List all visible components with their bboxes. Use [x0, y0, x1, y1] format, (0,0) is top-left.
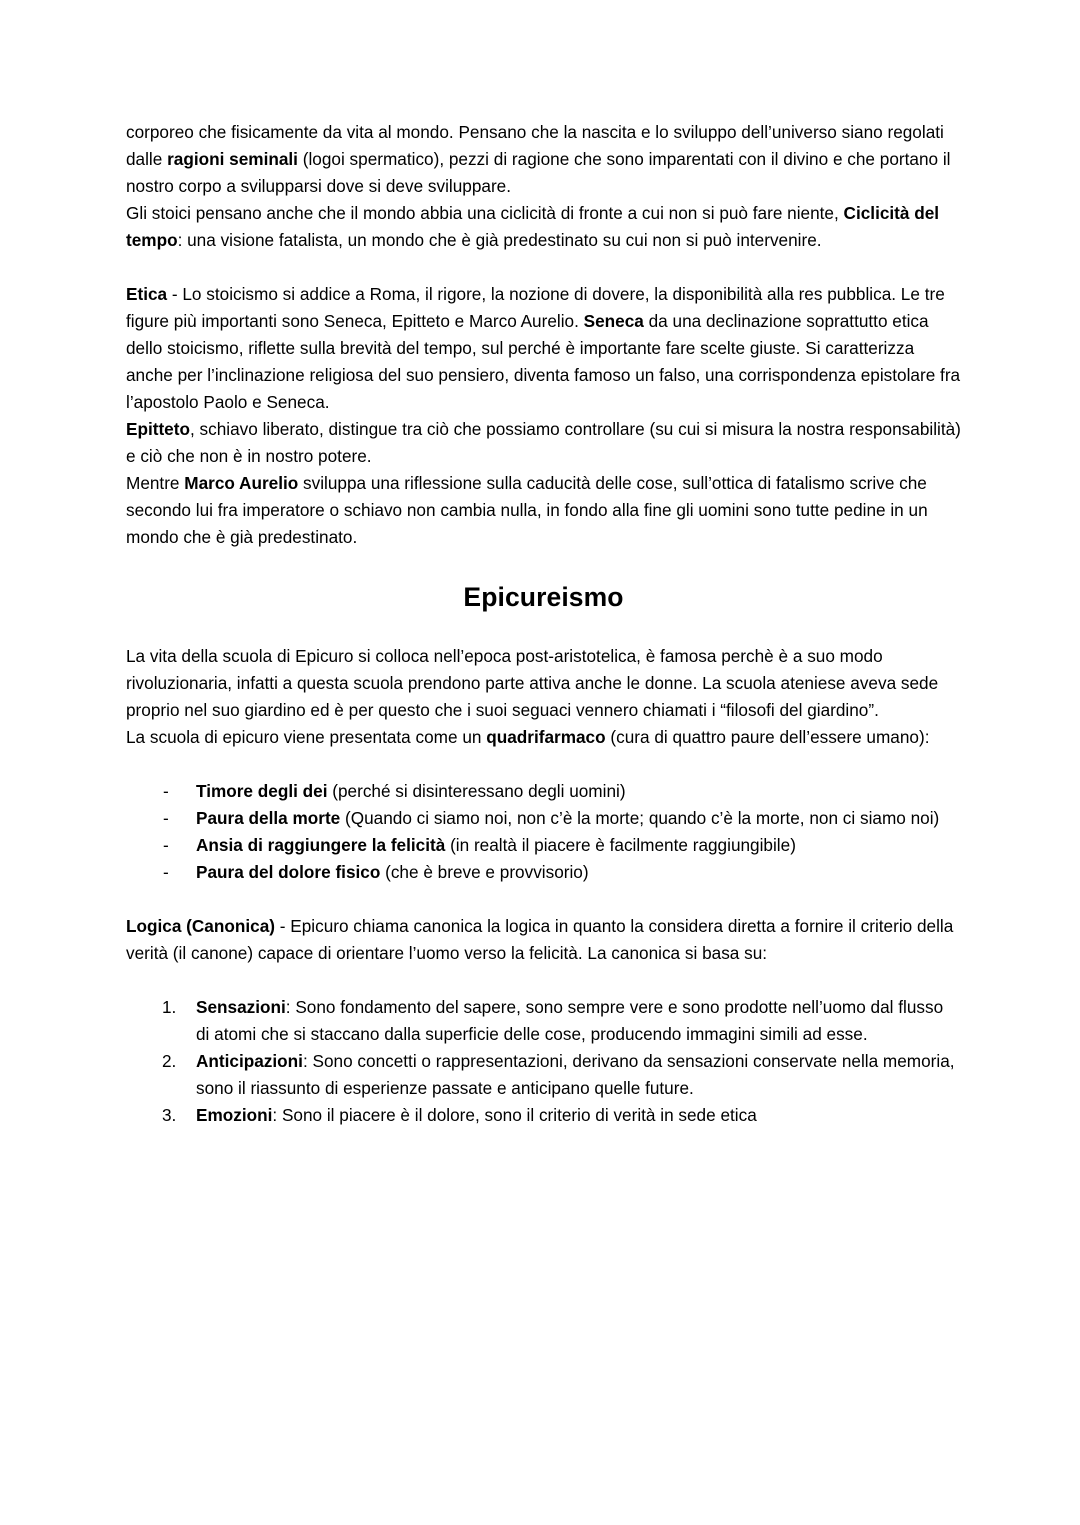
list-item — [126, 994, 961, 1048]
list-item-term: Anticipazioni — [196, 1051, 303, 1071]
paragraph-logica-intro — [126, 913, 961, 967]
paragraph-stoicism-cosmology — [126, 119, 961, 200]
page-title-epicureismo: Epicureismo — [463, 582, 624, 612]
list-item-text: : Sono il piacere è il dolore, sono il criterio di verità in sede etica — [272, 1105, 757, 1125]
list-item — [126, 805, 961, 832]
list-item-text: (che è breve e provvisorio) — [380, 862, 589, 882]
paragraph-marco-aurelio — [126, 470, 961, 551]
term-ragioni-seminali: ragioni seminali — [167, 149, 298, 169]
paragraph-epitteto — [126, 416, 961, 470]
term-logica-canonica: Logica (Canonica) — [126, 916, 275, 936]
list-spacer-bottom — [126, 886, 961, 913]
list-item — [126, 1102, 961, 1129]
term-marco-aurelio: Marco Aurelio — [184, 473, 299, 493]
paragraph-etica-intro — [126, 281, 961, 416]
dash-bullet-icon: - — [163, 835, 169, 855]
text-run: Gli stoici pensano anche che il mondo abbia una ciclicità di fronte a cui non si può fare niente, — [126, 203, 844, 223]
term-quadrifarmaco: quadrifarmaco — [486, 727, 606, 747]
text-run: (cura di quattro paure dell’essere umano): — [605, 727, 930, 747]
list-item-term: Timore degli dei — [196, 781, 328, 801]
list-item-term: Paura del dolore fisico — [196, 862, 381, 882]
list-number: 1. — [162, 997, 177, 1017]
list-item — [126, 1048, 961, 1102]
text-run: , schiavo liberato, distingue tra ciò che possiamo controllare (su cui si misura la nostra responsabilità) e ciò che non è in nostro potere. — [126, 419, 961, 466]
list-item-text: : Sono concetti o rappresentazioni, derivano da sensazioni conservate nella memoria, sono il riassunto di esperienze passate e anticipano quelle future. — [196, 1051, 955, 1098]
list-canonica-criteri — [126, 994, 961, 1129]
dash-bullet-icon: - — [163, 781, 169, 801]
text-run: : una visione fatalista, un mondo che è già predestinato su cui non si può intervenire. — [177, 230, 822, 250]
list-item-text: (perché si disinteressano degli uomini) — [327, 781, 626, 801]
numbered-list-spacer-top — [126, 967, 961, 994]
term-etica: Etica — [126, 284, 168, 304]
list-item-text: (in realtà il piacere è facilmente raggiungibile) — [445, 835, 796, 855]
document-content — [126, 119, 961, 1129]
list-item — [126, 832, 961, 859]
term-epitteto: Epitteto — [126, 419, 190, 439]
list-item — [126, 859, 961, 886]
paragraph-epicureismo-intro: La vita della scuola di Epicuro si colloca nell’epoca post-aristotelica, è famosa perchè è a suo modo rivoluzionaria, infatti a questa scuola prendono parte attiva anche le donne. La scuola ateniese aveva sede proprio nel suo giardino ed è per questo che i suoi seguaci vennero chiamati i “filosofi del giardino”. — [126, 646, 939, 720]
list-item-text: : Sono fondamento del sapere, sono sempre vere e sono prodotte nell’uomo dal flusso di atomi che si staccano dalla superficie delle cose, producendo immagini simili ad esse. — [196, 997, 944, 1044]
text-run: Mentre — [126, 473, 185, 493]
paragraph-stoicism-ciclicita — [126, 200, 961, 254]
text-run: sviluppa una riflessione sulla caducità delle cose, sull’ottica di fatalismo scrive che secondo lui fra imperatore o schiavo non cambia nulla, in fondo alla fine gli uomini sono tutte pedine in un mondo che è già predestinato. — [126, 473, 928, 547]
list-item-text: (Quando ci siamo noi, non c’è la morte; quando c’è la morte, non ci siamo noi) — [340, 808, 940, 828]
list-item-term: Paura della morte — [196, 808, 341, 828]
list-item — [126, 778, 961, 805]
list-spacer-top — [126, 751, 961, 778]
term-seneca: Seneca — [583, 311, 644, 331]
list-number: 2. — [162, 1051, 177, 1071]
term-ciclicita-del-tempo: Ciclicità del tempo — [126, 203, 940, 250]
text-run: da una declinazione soprattutto etica dello stoicismo, riflette sulla brevità del tempo, sul perché è importante fare scelte giuste. Si caratterizza anche per l’inclinazione religiosa del suo pensiero, diventa famoso un falso, una corrispondenza epistolare fra l’apostolo Paolo e Seneca. — [126, 311, 961, 412]
dash-bullet-icon: - — [163, 808, 169, 828]
list-quadrifarmaco — [126, 778, 961, 886]
text-run: La scuola di epicuro viene presentata come un — [126, 727, 487, 747]
title-spacer-top — [126, 551, 961, 577]
text-run: (logoi spermatico), pezzi di ragione che sono imparentati con il divino e che portano il nostro corpo a svilupparsi dove si deve sviluppare. — [126, 149, 951, 196]
title-spacer-bottom — [126, 617, 961, 643]
list-number: 3. — [162, 1105, 177, 1125]
paragraph-spacer — [126, 254, 961, 281]
text-run: corporeo che fisicamente da vita al mondo. Pensano che la nascita e lo sviluppo dell’universo siano regolati dalle — [126, 122, 944, 169]
list-item-term: Ansia di raggiungere la felicità — [196, 835, 446, 855]
list-item-term: Emozioni — [196, 1105, 273, 1125]
text-run: - Lo stoicismo si addice a Roma, il rigore, la nozione di dovere, la disponibilità alla res pubblica. Le tre figure più importanti sono Seneca, Epitteto e Marco Aurelio. — [126, 284, 945, 331]
list-item-term: Sensazioni — [196, 997, 286, 1017]
dash-bullet-icon: - — [163, 862, 169, 882]
text-run: - Epicuro chiama canonica la logica in quanto la considera diretta a fornire il criterio della verità (il canone) capace di orientare l’uomo verso la felicità. La canonica si basa su: — [126, 916, 954, 963]
paragraph-quadrifarmaco-intro — [126, 724, 961, 751]
